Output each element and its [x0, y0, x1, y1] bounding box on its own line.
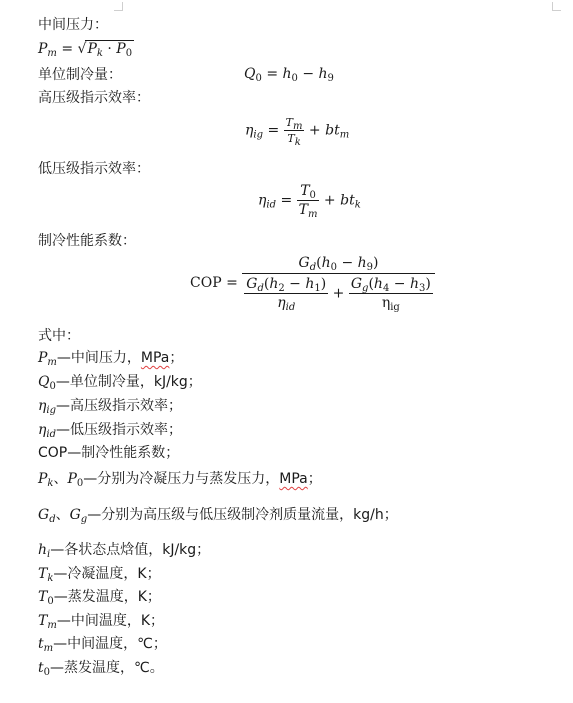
formula-eta-ig: $\eta_{ig}$ = $\frac{T_m}{T_k}$ + $bt_m$	[245, 116, 350, 148]
def-tk-text: —冷凝温度，K；	[53, 566, 161, 582]
eta-ig-subscript: ig	[390, 302, 400, 313]
def-pk-text: —分别为冷凝压力与蒸发压力，	[83, 471, 280, 487]
def-tm-text: —中间温度，K；	[56, 613, 165, 629]
def-pk-unit: MPa	[279, 471, 308, 487]
def-t0: $T_0—$蒸发温度，K；	[38, 589, 161, 607]
def-t0-text: —蒸发温度，K；	[53, 589, 161, 605]
def-t0-celsius-text: —蒸发温度，℃。	[50, 660, 164, 676]
def-hi-text: —各状态点焓值，kJ/kg；	[50, 542, 211, 558]
def-cop	[38, 444, 179, 462]
def-eta-id: $\eta_{id}—$低压级指示效率；	[38, 422, 182, 440]
def-eta-ig: $\eta_{ig}—$高压级指示效率；	[38, 398, 182, 416]
formula-cop: COP = $G_d(h_0 - h_9)$ $\frac{G_d(h_2 - h_1)}{\eta_{id}}$ + $\frac{G_g(h_4 - h_3)}{\eta_{ig}}$	[190, 255, 435, 311]
def-tk: $T_k—$冷凝温度，K；	[38, 566, 161, 584]
cop-symbol: COP	[190, 275, 222, 291]
label-unit-cooling: 单位制冷量：	[38, 67, 122, 83]
def-pm-text: —中间压力，	[56, 350, 141, 366]
def-pk-sep: 、	[53, 471, 68, 487]
formula-q0: $Q_0 = h_0 - h_9$	[244, 66, 334, 84]
def-cop-symbol: COP	[38, 445, 68, 461]
def-pm: $P_m—$中间压力，MPa；	[38, 350, 184, 368]
def-eta-id-text: —低压级指示效率；	[56, 422, 182, 438]
def-pk-p0: $P_k$、$P_0—$分别为冷凝压力与蒸发压力，MPa；	[38, 471, 322, 489]
def-cop-text: —制冷性能系数；	[67, 445, 180, 461]
def-gd-gg: $G_d$、$G_g—$分别为高压级与低压级制冷剂质量流量，kg/h；	[38, 507, 398, 525]
def-pk-end: ；	[307, 471, 322, 487]
label-cop: 制冷性能系数：	[38, 233, 136, 249]
label-low-efficiency: 低压级指示效率：	[38, 161, 150, 177]
def-pm-end: ；	[169, 350, 184, 366]
def-q0: $Q_0—$单位制冷量，kJ/kg；	[38, 374, 202, 392]
def-t0-celsius: $t_0—$蒸发温度，℃。	[38, 660, 164, 678]
def-eta-ig-text: —高压级指示效率；	[56, 398, 182, 414]
def-gd-text: —分别为高压级与低压级制冷剂质量流量，kg/h；	[87, 507, 398, 523]
label-where: 式中：	[38, 328, 80, 344]
def-hi: $h_i—$各状态点焓值，kJ/kg；	[38, 542, 211, 560]
formula-pm: $P_m = √P_k \cdot P_0$	[38, 41, 133, 59]
label-high-efficiency: 高压级指示效率：	[38, 90, 150, 106]
def-tm: $T_m—$中间温度，K；	[38, 613, 165, 631]
def-tm-celsius-text: —中间温度，℃；	[53, 636, 167, 652]
def-pm-unit: MPa	[140, 350, 170, 366]
corner-mark-right	[552, 2, 561, 11]
corner-mark-left	[114, 2, 123, 11]
def-q0-text: —单位制冷量，kJ/kg；	[55, 374, 202, 390]
formula-eta-id: $\eta_{id}$ = $\frac{T_0}{T_m}$ + $bt_k$	[258, 183, 361, 220]
def-gd-sep: 、	[55, 507, 70, 523]
label-middle-pressure: 中间压力：	[38, 17, 108, 33]
def-tm-celsius: $t_m—$中间温度，℃；	[38, 636, 167, 654]
eta-symbol: η	[381, 295, 391, 311]
